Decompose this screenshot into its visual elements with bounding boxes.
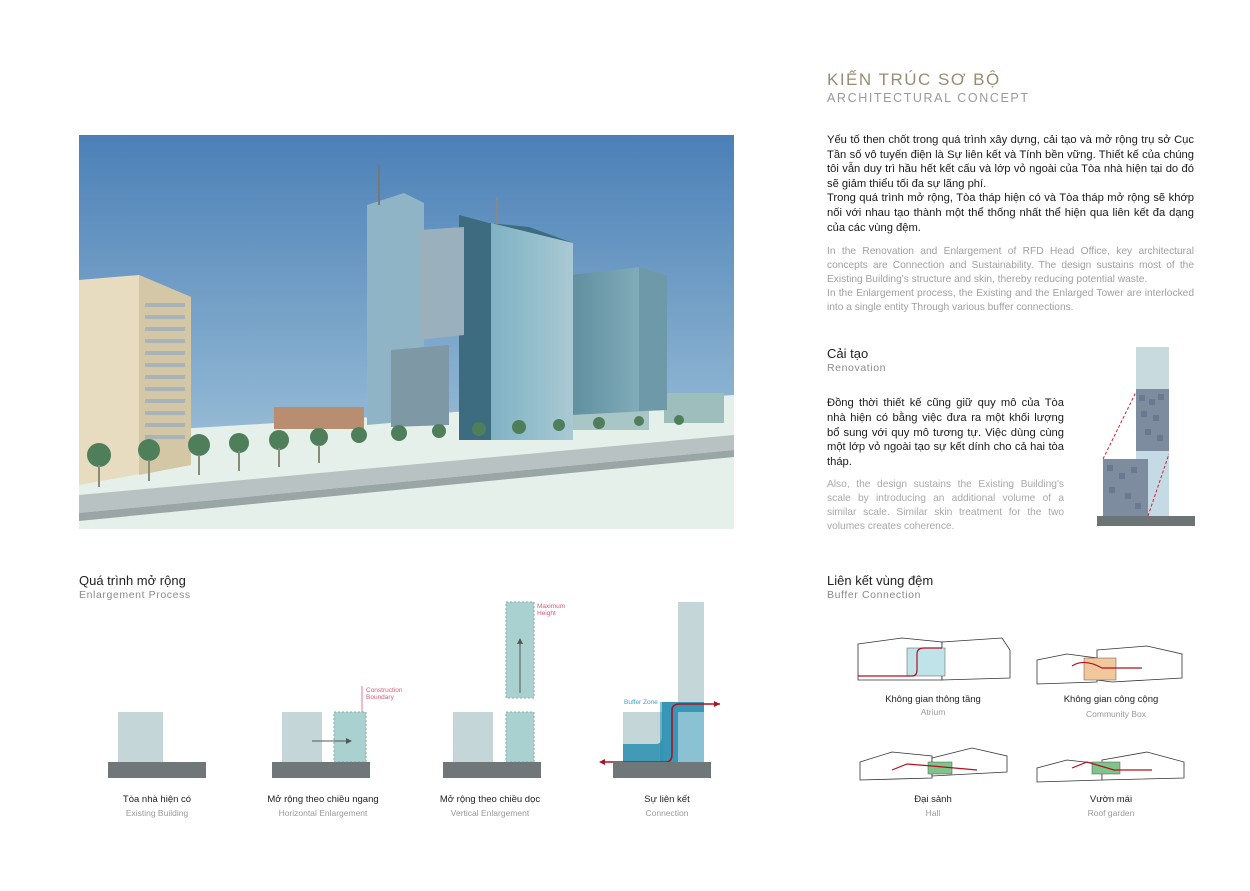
page-title: KIẾN TRÚC SƠ BỘ — [827, 70, 1001, 89]
step-caption-en: Horizontal Enlargement — [278, 808, 368, 818]
architectural-render-image — [79, 135, 734, 529]
buffer-title: Liên kết vùng đệm — [827, 573, 934, 588]
buffer-caption-en: Roof garden — [1087, 808, 1135, 818]
buffer-caption: Đại sảnh — [914, 794, 952, 805]
step-caption: Mở rộng theo chiều dọc — [439, 794, 541, 805]
buffer-caption: Vườn mái — [1089, 794, 1133, 805]
step-caption: Tòa nhà hiện có — [122, 794, 192, 805]
step-caption: Mở rộng theo chiều ngang — [267, 794, 379, 805]
enlargement-title: Quá trình mở rộng — [79, 573, 186, 588]
buffer-caption-en: Hall — [925, 808, 941, 818]
renovation-text-vn: Đồng thời thiết kế cũng giữ quy mô của Tòa nhà hiện có bằng việc đưa ra một khối lượng bổ sung với quy mô tương tự. Việc dùng cùng một lớp vỏ ngoài tạo sự kết dính cho cả hai tòa tháp. — [827, 397, 1064, 469]
page-subtitle: ARCHITECTURAL CONCEPT — [827, 91, 1030, 105]
renovation-title: Cải tạo — [827, 346, 869, 361]
buffer-caption: Không gian thông tầng — [885, 694, 981, 705]
renovation-text-en: Also, the design sustains the Existing Building's scale by introducing an additional volume of a similar scale. Similar skin treatment for the two volumes creates coherence. — [827, 479, 1064, 532]
step-caption-en: Existing Building — [125, 808, 189, 818]
construction-boundary-label: Construction Boundary — [366, 687, 403, 701]
step-caption-en: Vertical Enlargement — [450, 808, 530, 818]
renovation-subtitle: Renovation — [827, 362, 887, 374]
buffer-caption-en: Atrium — [920, 707, 946, 717]
step-caption-en: Connection — [645, 808, 689, 818]
maximum-height-label: Maximum Height — [537, 603, 566, 617]
intro-text-en: In the Renovation and Enlargement of RFD Head Office, key architectural concepts are Connection and Sustainability. The design sustains most of the Existing Building's structure and skin, thereby reducing potential waste. In the Enlargement process, the Existing and the Enlarged Tower are interlocked into a single entity Through various buffer connections. — [827, 246, 1194, 313]
buffer-caption-en: Community Box — [1086, 709, 1146, 719]
enlargement-subtitle: Enlargement Process — [79, 589, 191, 601]
intro-text-vn: Yếu tố then chốt trong quá trình xây dựng, cải tạo và mở rộng trụ sở Cục Tần số vô tuyến điện là Sự liên kết và Tính bền vững. Thiết kế của chúng tôi vẫn duy trì hầu hết kết cấu và lớp vỏ ngoài của Tòa nhà hiện tại do đó sẽ giảm thiểu tối đa sự lãng phí. Trong quá trình mở rộng, Tòa tháp hiện có và Tòa tháp mở rộng sẽ khớp nối với nhau tạo thành một thể thống nhất thể hiện qua liên kết đa dạng của các vùng đệm. — [827, 134, 1194, 234]
buffer-subtitle: Buffer Connection — [827, 589, 922, 601]
buffer-zone-label: Buffer Zone — [624, 699, 658, 706]
buffer-caption: Không gian công cộng — [1063, 694, 1159, 705]
step-caption: Sự liên kết — [644, 794, 690, 805]
renovation-diagram — [1095, 347, 1199, 529]
